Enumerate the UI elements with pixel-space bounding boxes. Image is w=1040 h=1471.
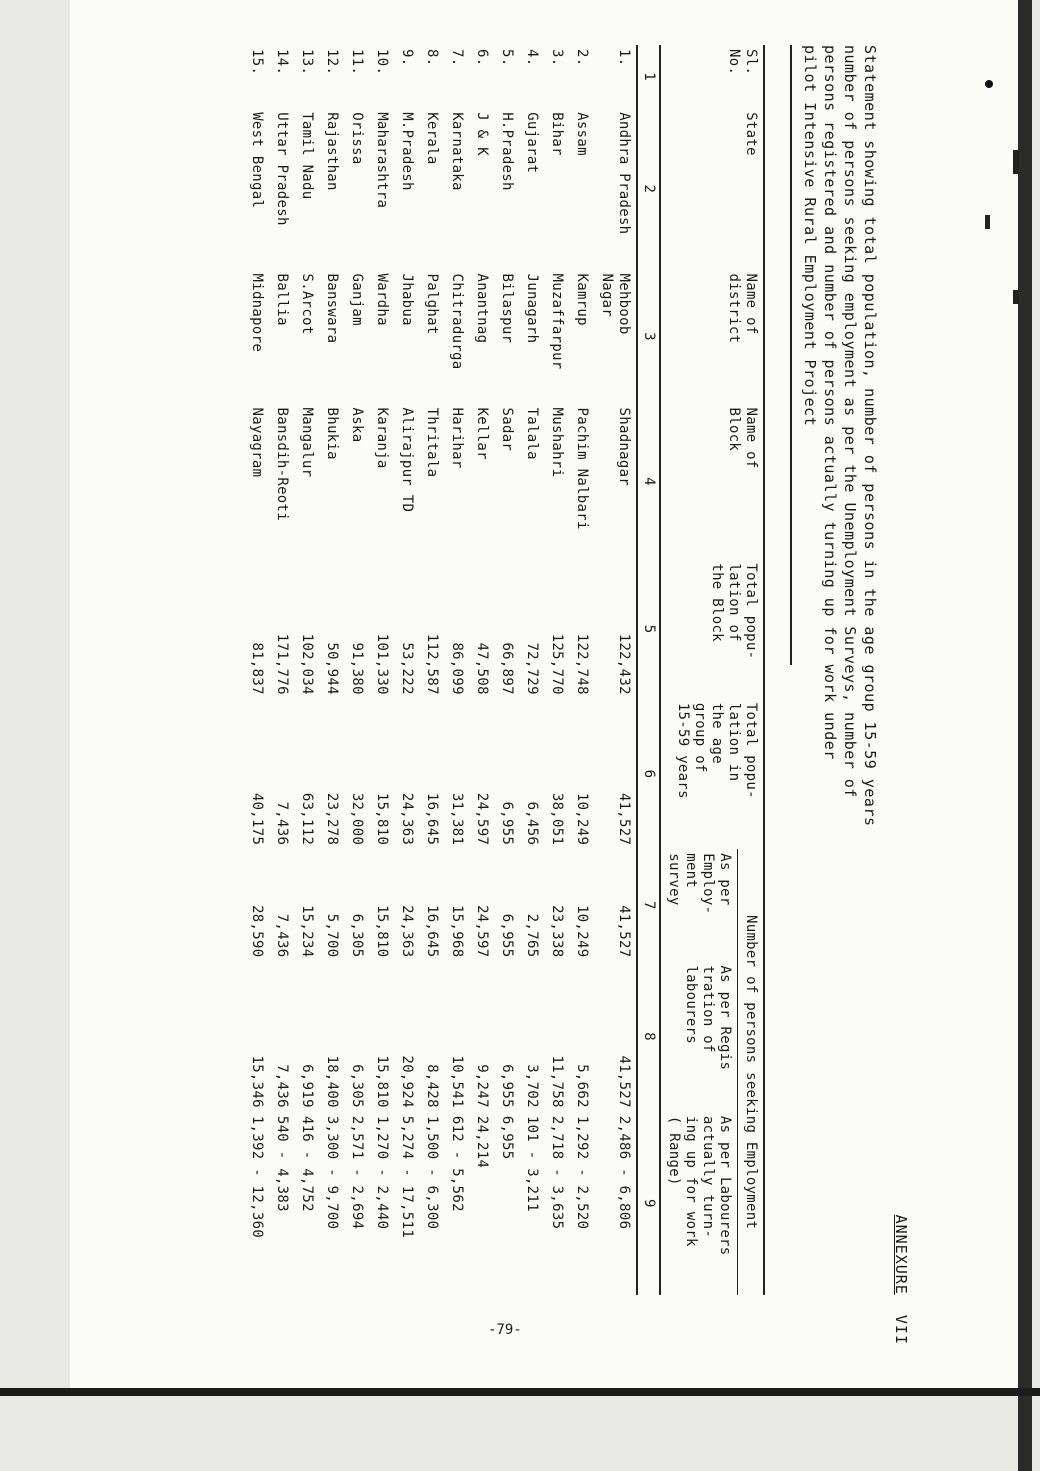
cell-population-age-group: 24,363 <box>399 792 415 846</box>
cell-employment-survey: 6,955 <box>499 913 515 958</box>
cell-registration: 5,662 <box>574 1064 590 1108</box>
header-state: State <box>660 108 764 269</box>
cell-population-age-group: 41,527 <box>616 792 632 846</box>
cell-registration: 15,346 <box>249 1055 265 1108</box>
cell-turning-up-range: 101 - 3,211 <box>524 1115 540 1212</box>
cell-sl-no: 1. <box>616 49 632 67</box>
column-number: 1 <box>637 45 660 108</box>
cell-sl-no: 15. <box>249 49 265 76</box>
cell-block: Mangalur <box>299 407 315 478</box>
cell-population-age-group: 40,175 <box>249 792 265 846</box>
column-number: 7 <box>637 849 660 961</box>
cell-population-age-group: 32,000 <box>349 792 365 846</box>
cell-block: Shadnagar <box>616 407 632 487</box>
cell-district: Banswara <box>324 273 340 344</box>
cell-district: Bilaspur <box>499 273 515 344</box>
column-number: 3 <box>637 269 660 403</box>
cell-sl-no: 2. <box>574 49 590 67</box>
cell-sl-no: 4. <box>524 49 540 67</box>
cell-state: Karnataka <box>449 112 465 191</box>
page-number: -79- <box>488 1322 522 1338</box>
cell-state: Rajasthan <box>324 112 340 191</box>
cell-sl-no: 14. <box>274 49 290 76</box>
cell-state: Maharashtra <box>374 112 390 209</box>
cell-district: Palghat <box>424 273 440 335</box>
header-population-age-group: Total popu- lation in the age group of 15-59 years <box>660 699 764 849</box>
cell-employment-survey: 24,597 <box>474 905 490 958</box>
cell-state: M.Pradesh <box>399 112 415 191</box>
cell-sl-no: 13. <box>299 49 315 76</box>
cell-population-age-group: 24,597 <box>474 792 490 846</box>
cell-registration: 7,436 <box>274 1064 290 1108</box>
cell-total-population: 122,432 <box>616 633 632 695</box>
cell-turning-up-range: 2,571 - 2,694 <box>349 1115 365 1230</box>
cell-sl-no: 3. <box>549 49 565 67</box>
cell-employment-survey: 7,436 <box>274 913 290 958</box>
table-row <box>419 45 444 1295</box>
cell-total-population: 47,508 <box>474 642 490 695</box>
title-underline <box>790 45 792 665</box>
table-row <box>594 45 637 1295</box>
table-row <box>294 45 319 1295</box>
column-number: 9 <box>637 1112 660 1295</box>
cell-employment-survey: 41,527 <box>616 905 632 958</box>
cell-population-age-group: 16,645 <box>424 792 440 846</box>
cell-district: Jhabua <box>399 273 415 326</box>
cell-turning-up-range: 416 - 4,752 <box>299 1115 315 1212</box>
table-row <box>344 45 369 1295</box>
cell-state: Tamil Nadu <box>299 112 315 200</box>
cell-total-population: 50,944 <box>324 642 340 695</box>
header-turning-up: As per Labourers actually turn- ing up for work ( Range) <box>666 1115 733 1256</box>
cell-total-population: 122,748 <box>574 633 590 695</box>
cell-employment-survey: 15,968 <box>449 905 465 958</box>
cell-state: Orissa <box>349 112 365 165</box>
cell-turning-up-range: 6,955 <box>499 1115 515 1160</box>
cell-registration: 18,400 <box>324 1055 340 1108</box>
cell-sl-no: 5. <box>499 49 515 67</box>
cell-sl-no: 10. <box>374 49 390 76</box>
cell-total-population: 66,897 <box>499 642 515 695</box>
cell-population-age-group: 15,810 <box>374 792 390 846</box>
cell-employment-survey: 23,338 <box>549 905 565 958</box>
column-number: 5 <box>637 559 660 698</box>
cell-state: Gujarat <box>524 112 540 174</box>
cell-registration: 10,541 <box>449 1055 465 1108</box>
cell-block: Talala <box>524 407 540 460</box>
cell-block: Bhukia <box>324 407 340 460</box>
table-row <box>544 45 569 1295</box>
cell-district: Muzaffarpur <box>549 273 565 370</box>
table-header-row <box>738 45 765 1295</box>
margin-mark <box>985 215 990 229</box>
cell-turning-up-range: 612 - 5,562 <box>449 1115 465 1212</box>
header-block: Name of Block <box>660 404 764 560</box>
cell-block: Kellar <box>474 407 490 460</box>
cell-turning-up-range: 1,292 - 2,520 <box>574 1115 590 1230</box>
cell-registration: 20,924 <box>399 1055 415 1108</box>
cell-state: Assam <box>574 112 590 156</box>
cell-sl-no: 9. <box>399 49 415 67</box>
cell-sl-no: 11. <box>349 49 365 76</box>
cell-block: Sadar <box>499 407 515 452</box>
cell-block: Mushahri <box>549 407 565 478</box>
annexure-number: VII <box>892 1314 910 1345</box>
table-row <box>394 45 419 1295</box>
header-sl-no: Sl. No. <box>660 45 764 108</box>
cell-district: Ganjam <box>349 273 365 326</box>
document-title: Statement showing total population, number of persons in the age group 15-59 years number of persons seeking employment as per the Unemployment Surveys, number of persons registered and number of persons actually turning up for work under pilot Intensive Rural Employment Project <box>801 45 879 827</box>
header-employment-survey: As per Employ- ment survey <box>666 853 733 915</box>
cell-state: Uttar Pradesh <box>274 112 290 226</box>
header-seeking-employment: Number of persons seeking Employment <box>738 849 765 1295</box>
binding-edge <box>1018 0 1032 1471</box>
cell-turning-up-range: 2,718 - 3,635 <box>549 1115 565 1230</box>
cell-population-age-group: 6,955 <box>499 801 515 846</box>
column-number: 2 <box>637 108 660 269</box>
cell-state: H.Pradesh <box>499 112 515 191</box>
cell-registration: 9,247 <box>474 1064 490 1108</box>
cell-total-population: 171,776 <box>274 633 290 695</box>
cell-district: Mehboob Nagar <box>599 273 632 335</box>
table-row <box>244 45 269 1295</box>
cell-total-population: 112,587 <box>424 633 440 695</box>
cell-turning-up-range: 2,486 - 6,806 <box>616 1115 632 1230</box>
annexure-label <box>892 1215 910 1345</box>
cell-total-population: 86,099 <box>449 642 465 695</box>
cell-block: Karanja <box>374 407 390 469</box>
cell-employment-survey: 10,249 <box>574 905 590 958</box>
cell-registration: 6,919 <box>299 1064 315 1108</box>
cell-district: Midnapore <box>249 273 265 353</box>
cell-turning-up-range: 5,274 - 17,511 <box>399 1115 415 1239</box>
cell-block: Pachim Nalbari <box>574 407 590 530</box>
cell-population-age-group: 63,112 <box>299 792 315 846</box>
cell-total-population: 102,034 <box>299 633 315 695</box>
cell-registration: 11,758 <box>549 1055 565 1108</box>
punch-hole <box>985 80 993 88</box>
cell-total-population: 125,770 <box>549 633 565 695</box>
column-number: 6 <box>637 699 660 849</box>
cell-total-population: 53,222 <box>399 642 415 695</box>
cell-block: Nayagram <box>249 407 265 478</box>
cell-population-age-group: 38,051 <box>549 792 565 846</box>
cell-registration: 8,428 <box>424 1064 440 1108</box>
cell-total-population: 81,837 <box>249 642 265 695</box>
column-number-row <box>637 45 660 1295</box>
cell-employment-survey: 5,700 <box>324 913 340 958</box>
cell-turning-up-range: 24,214 <box>474 1115 490 1169</box>
header-district: Name of district <box>660 269 764 403</box>
cell-state: West Bengal <box>249 112 265 209</box>
cell-registration: 3,702 <box>524 1064 540 1108</box>
cell-sl-no: 7. <box>449 49 465 67</box>
cell-registration: 41,527 <box>616 1055 632 1108</box>
cell-turning-up-range: 540 - 4,383 <box>274 1115 290 1212</box>
table-row <box>519 45 544 1295</box>
cell-state: Kerala <box>424 112 440 165</box>
table-row <box>469 45 494 1295</box>
margin-mark <box>1013 150 1019 174</box>
column-number: 8 <box>637 961 660 1111</box>
cell-state: Andhra Pradesh <box>616 112 632 235</box>
employment-table <box>244 45 765 1295</box>
cell-state: Bihar <box>549 112 565 156</box>
cell-population-age-group: 31,381 <box>449 792 465 846</box>
table-row <box>494 45 519 1295</box>
header-registration: As per Regis tration of labourers <box>683 965 733 1071</box>
page-bottom-edge <box>0 1388 1040 1396</box>
cell-sl-no: 8. <box>424 49 440 67</box>
margin-mark <box>1013 290 1019 304</box>
cell-population-age-group: 10,249 <box>574 792 590 846</box>
annexure-text: ANNEXURE <box>892 1214 910 1295</box>
cell-sl-no: 12. <box>324 49 340 76</box>
cell-employment-survey: 15,234 <box>299 905 315 958</box>
cell-population-age-group: 23,278 <box>324 792 340 846</box>
cell-total-population: 101,330 <box>374 633 390 695</box>
cell-district: S.Arcot <box>299 273 315 335</box>
cell-employment-survey: 6,305 <box>349 913 365 958</box>
cell-district: Chitradurga <box>449 273 465 370</box>
cell-turning-up-range: 1,392 - 12,360 <box>249 1115 265 1239</box>
cell-district: Kamrup <box>574 273 590 326</box>
cell-employment-survey: 28,590 <box>249 905 265 958</box>
cell-total-population: 72,729 <box>524 642 540 695</box>
cell-population-age-group: 7,436 <box>274 801 290 846</box>
table-body <box>244 45 637 1295</box>
rotated-content <box>150 45 910 1345</box>
cell-district: Ballia <box>274 273 290 326</box>
cell-employment-survey: 15,810 <box>374 905 390 958</box>
column-number: 4 <box>637 404 660 560</box>
cell-block: Aska <box>349 407 365 443</box>
cell-district: Wardha <box>374 273 390 326</box>
table-row <box>569 45 594 1295</box>
cell-employment-survey: 16,645 <box>424 905 440 958</box>
cell-district: Anantnag <box>474 273 490 344</box>
cell-block: Thritala <box>424 407 440 478</box>
cell-district: Junagarh <box>524 273 540 344</box>
cell-turning-up-range: 1,270 - 2,440 <box>374 1115 390 1230</box>
cell-turning-up-range: 1,500 - 6,300 <box>424 1115 440 1230</box>
cell-block: Alirajpur TD <box>399 407 415 513</box>
table-row <box>444 45 469 1295</box>
cell-turning-up-range: 3,300 - 9,700 <box>324 1115 340 1230</box>
cell-registration: 6,955 <box>499 1064 515 1108</box>
cell-total-population: 91,380 <box>349 642 365 695</box>
cell-registration: 15,810 <box>374 1055 390 1108</box>
header-total-population: Total popu- lation of the Block <box>660 559 764 698</box>
table-row <box>269 45 294 1295</box>
cell-block: Bansdih-Reoti <box>274 407 290 521</box>
table-row <box>369 45 394 1295</box>
cell-employment-survey: 2,765 <box>524 913 540 958</box>
cell-state: J & K <box>474 112 490 156</box>
cell-registration: 6,305 <box>349 1064 365 1108</box>
table-row <box>319 45 344 1295</box>
cell-population-age-group: 6,456 <box>524 801 540 846</box>
cell-employment-survey: 24,363 <box>399 905 415 958</box>
cell-sl-no: 6. <box>474 49 490 67</box>
cell-block: Harihar <box>449 407 465 469</box>
